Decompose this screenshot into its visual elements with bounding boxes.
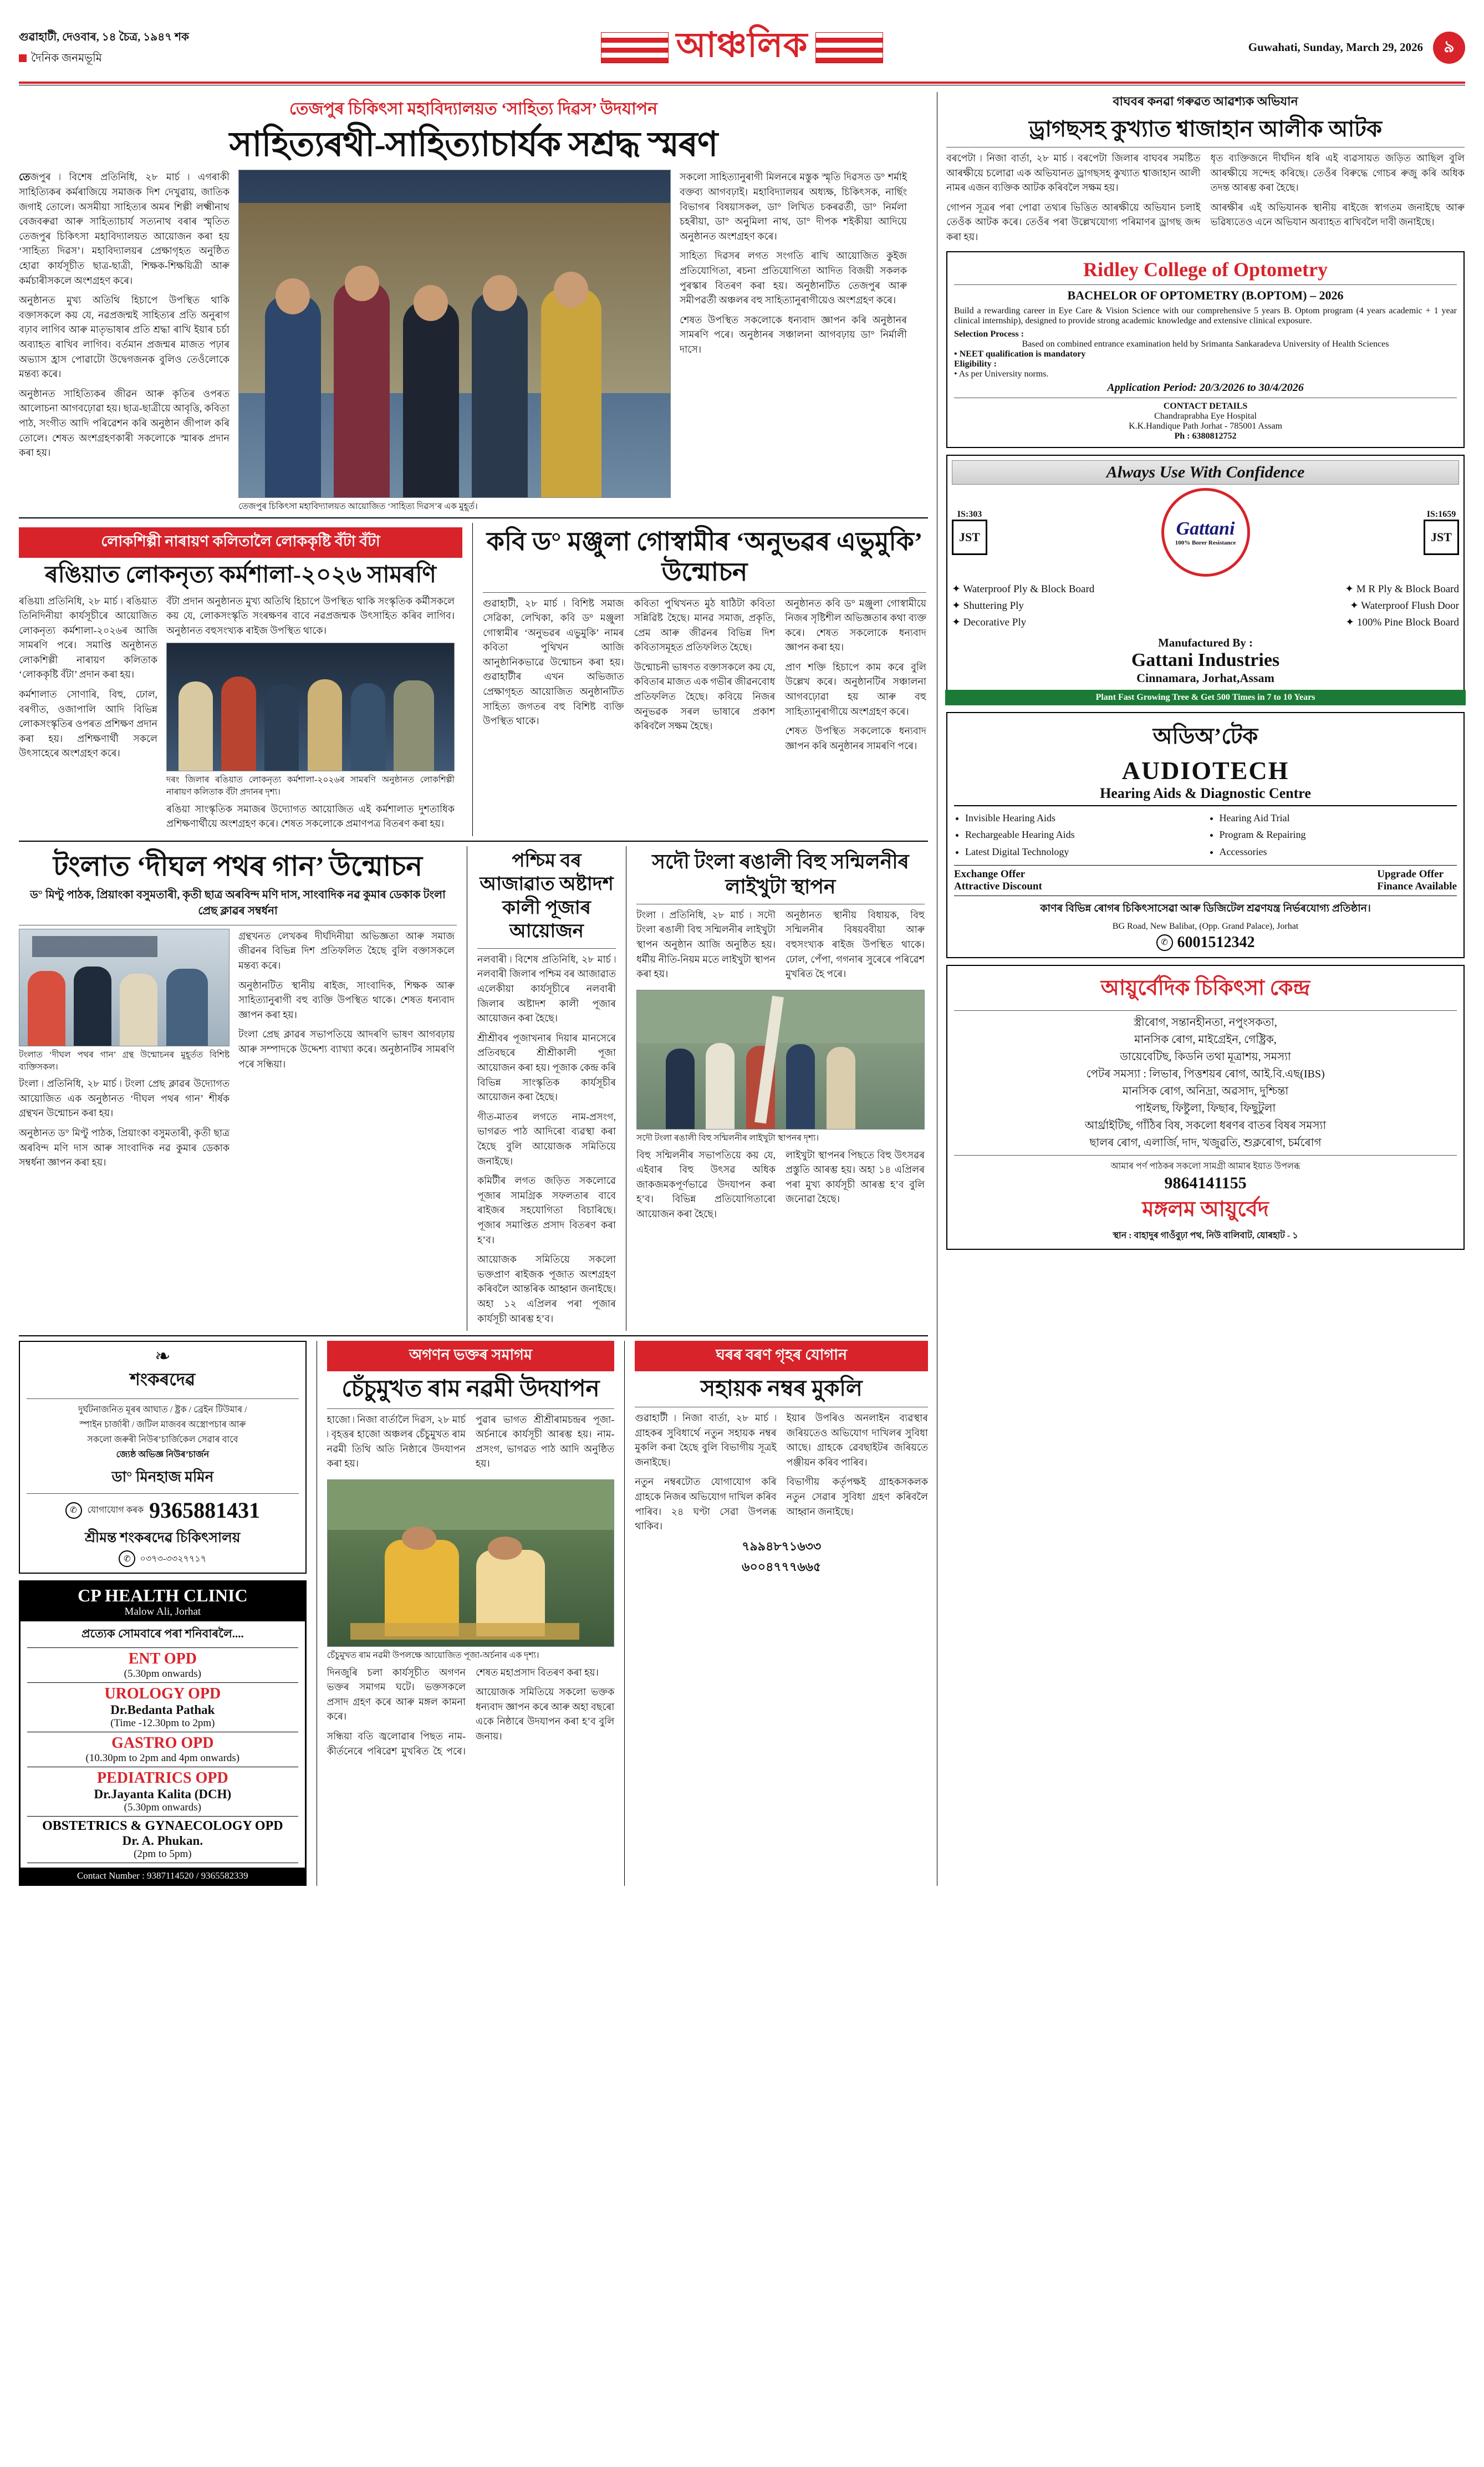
- ayurveda-line: ছালৰ ৰোগ, এলাৰ্জি, দাদ, খজুৱতি, শুক্লৰোগ, চৰ্মৰোগ: [1089, 1136, 1322, 1149]
- cp-dept: ENT OPD: [128, 1650, 197, 1668]
- tiger-headline: ড্ৰাগছসহ কুখ্যাত শ্বাজাহান আলীক আটক: [1029, 116, 1382, 141]
- phone-icon: ✆: [119, 1550, 135, 1567]
- lead-kicker: তেজপুৰ চিকিৎসা মহাবিদ্যালয়ত ‘সাহিত্য দিৱস’ উদযাপন: [289, 100, 658, 118]
- kali-headline: পশ্চিম বৰ আজাৱাত অষ্টাদশ কালী পূজাৰ আয়োজন: [480, 850, 614, 942]
- poet-story: [483, 523, 926, 836]
- folk-paragraph: কৰ্মশালাত সোণাৰি, বিহু, ঢোল, বৰগীত, ওজাপালি আদি বিভিন্ন লোকসংস্কৃতিৰ ওপৰত প্ৰশিক্ষণ প্ৰদান কৰা হয়। প্ৰশিক্ষণাৰ্থী সকলে উৎসাহেৰে অংশগ্ৰহণ কৰে।: [19, 689, 157, 759]
- lead-paragraph: সকলো সাহিত্যানুৰাগী মিলনৰে মস্তুক স্মৃতি দিৱসত ড° শৰ্মাই বক্তব্য আগবঢ়াই। মহাবিদ্যালয়ৰ অধ্যক্ষ, চিকিৎসক, নাৰ্ছিং বিভাগৰ বিষয়াসকল, ডা° লিখিত চকৰৱৰ্তী, ডা° নিৰ্মলা চহৰীয়া, ডা° অনুমিলা নাথ, ডা° দীপক শইকীয়া আদিয়ে অনুষ্ঠানত অংশগ্ৰহণ কৰে।: [680, 171, 907, 242]
- jst-badge-icon: JST: [952, 520, 987, 555]
- cp-dept: GASTRO OPD: [111, 1734, 214, 1752]
- cp-contact[interactable]: Contact Number : 9387114520 / 9365582339: [21, 1868, 305, 1884]
- section-divider: [19, 841, 928, 842]
- ridley-eligibility-label: Eligibility :: [954, 359, 997, 369]
- tangla-paragraph: অনুষ্ঠানটিত স্থানীয় ৰাইজ, সাংবাদিক, শিক্ষক আৰু সাহিত্যানুৰাগী বহু ব্যক্তি উপস্থিত থাকে। শেষত ধন্যবাদ জ্ঞাপন কৰা হয়।: [238, 979, 455, 1020]
- tiger-paragraph: বৰপেটা ৷ নিজা বাৰ্তা, ২৮ মাৰ্চ ৷ বৰপেটা জিলাৰ বাঘবৰ সমষ্টিত আৰক্ষীয়ে চলোৱা এক অভিযানত ড্ৰাগছসহ কুখ্যাত শ্বাজাহান আলী নামৰ এজন ব্যক্তিক আটক কৰিবলৈ সক্ষম হয়।: [946, 152, 1201, 194]
- cp-time: (5.30pm onwards): [124, 1668, 201, 1680]
- ridley-contact-label: CONTACT DETAILS: [1163, 401, 1248, 411]
- gattani-feature: ✦ 100% Pine Block Board: [1345, 617, 1459, 629]
- masthead-date-assamese: গুৱাহাটী, দেওবাৰ, ১৪ চৈত্ৰ, ১৯৪৭ শক: [19, 30, 189, 43]
- ayurveda-ad: [946, 965, 1465, 1250]
- tangla-paragraph: অনুষ্ঠানত ড° মিণ্টু পাঠক, প্ৰিয়াংকা বসুমতাৰী, কৃতী ছাত্ৰ অৰবিন্দ মণি দাস আৰু সাংবাদিক নৱ কুমাৰ ডেকাক সম্বৰ্ধনা জ্ঞাপন কৰা হয়।: [19, 1127, 230, 1168]
- audiotech-offer: Attractive Discount: [954, 880, 1042, 892]
- tangla-headline: টংলাত ‘দীঘল পথৰ গান’ উন্মোচন: [53, 850, 423, 882]
- cp-time: (2pm to 5pm): [134, 1848, 192, 1860]
- ayurveda-line: ডায়েবেটিছ, কিডনি তথা মূত্ৰাশয়, সমস্যা: [1120, 1050, 1291, 1063]
- ridley-blurb: Build a rewarding career in Eye Care & Vision Science with our comprehensive 5 years B. Optom program (4 years academic + 1 year clinical internship), designed to provide strong academic knowledge and extensive clinical exposure.: [954, 306, 1457, 325]
- sankardev-doctor: ডা° মিনহাজ মমিন: [111, 1469, 214, 1486]
- audiotech-offer: Upgrade Offer: [1377, 868, 1444, 880]
- gattani-banner: Always Use With Confidence: [952, 460, 1459, 485]
- masthead-left: [19, 28, 407, 67]
- audiotech-feature: • Invisible Hearing Aids: [965, 810, 1203, 827]
- tangla-paragraph: গ্ৰন্থখনত লেখকৰ দীৰ্ঘদিনীয়া অভিজ্ঞতা আৰু সমাজ জীৱনৰ বিভিন্ন দিশ প্ৰতিফলিত হৈছে বুলি বক্তাসকলে মন্তব্য কৰে।: [238, 930, 455, 971]
- gattani-iso-left: IS:303: [957, 509, 982, 519]
- gattani-feature: ✦ M R Ply & Block Board: [1345, 583, 1459, 595]
- sankardev-line: জ্যেষ্ঠ অভিজ্ঞ নিউৰ’চাৰ্জন: [116, 1450, 210, 1460]
- masthead-publication-name: দৈনিক জনমভূমি: [31, 52, 102, 64]
- ridley-eligibility-text: • As per University norms.: [954, 369, 1049, 379]
- poet-paragraph: উন্মোচনী ভাষণত বক্তাসকলে কয় যে, কবিতাৰ মাজত এক গভীৰ জীৱনবোধ প্ৰতিফলিত হৈছে। কবিয়ে নিজৰ অনুভৱক সৰল ভাষাৰে প্ৰকাশ কৰিবলৈ সক্ষম হৈছে।: [634, 661, 776, 732]
- sankardev-line: সকলো জৰুৰী নিউৰ’চাৰ্জিকেল সেৱাৰ বাবে: [87, 1435, 238, 1445]
- masthead-publication-line: [19, 49, 407, 67]
- audiotech-offer: Finance Available: [1377, 880, 1457, 892]
- kali-paragraph: নলবাৰী ৷ বিশেষ প্ৰতিনিধি, ২৮ মাৰ্চ ৷ নলবাৰী জিলাৰ পশ্চিম বৰ আজাৱাত এলেকীয়া কাৰ্যসূচীৰে নলবাৰী জিলাৰ অষ্টাদশ কালী পূজাৰ আয়োজন কৰা হৈছে।: [477, 953, 616, 1024]
- tangla-photo: [19, 929, 230, 1046]
- kali-paragraph: গীত-মাতৰ লগতে নাম-প্ৰসংগ, ভাগৱত পাঠ আদিৰো ব্যৱস্থা কৰা হৈছে বুলি আয়োজক সমিতিয়ে জনাইছে।: [477, 1111, 616, 1167]
- cp-dept: UROLOGY OPD: [104, 1685, 221, 1703]
- gattani-made-by: Manufactured By :: [1157, 635, 1253, 649]
- folk-story: [19, 523, 462, 836]
- tiger-story: [946, 92, 1465, 245]
- gattani-seal-sub: 100% Borer Resistance: [1175, 539, 1236, 546]
- ridley-contact-line: K.K.Handique Path Jorhat - 785001 Assam: [1129, 421, 1282, 431]
- ridley-application-period: Application Period: 20/3/2026 to 30/4/2026: [1107, 381, 1304, 394]
- lead-photo-caption: তেজপুৰ চিকিৎসা মহাবিদ্যালয়ত আয়োজিত ‘সাহিত্য দিৱস’ৰ এক মুহূৰ্ত।: [238, 502, 478, 512]
- sankardev-ad: [19, 1341, 307, 1574]
- poet-paragraph: কবিতা পুথিখনত মুঠ ষাঠিটা কবিতা সন্নিৱিষ্ট হৈছে। মানৱ সমাজ, প্ৰকৃতি, প্ৰেম আৰু জীৱনৰ বিভিন্ন দিশ কবিতাসমূহত প্ৰতিফলিত হৈছে।: [634, 597, 776, 653]
- ramnavami-paragraph: দিনজুৰি চলা কাৰ্যসূচীত অগণন ভক্তৰ সমাগম ঘটে। ভক্তসকলে প্ৰসাদ গ্ৰহণ কৰে আৰু মঙ্গল কামনা কৰে।: [327, 1666, 466, 1722]
- masthead-date-english: Guwahati, Sunday, March 29, 2026: [1248, 40, 1423, 54]
- cp-doctor: Dr.Bedanta Pathak: [110, 1703, 215, 1717]
- audiotech-feature: • Accessories: [1220, 843, 1457, 861]
- audiotech-feature: • Program & Repairing: [1220, 826, 1457, 843]
- square-bullet-icon: [19, 54, 27, 62]
- tangla-paragraph: টংলা প্ৰেছ ক্লাৱৰ সভাপতিয়ে আদৰণি ভাষণ আগবঢ়ায় আৰু সম্পাদকে উদ্দেশ্য ব্যাখ্যা কৰে। অনুষ্ঠানটিৰ সামৰণি পৰে সন্ধিয়া।: [238, 1029, 455, 1070]
- ayurveda-brand: মঙ্গলম আয়ুৰ্বেদ: [1142, 1197, 1269, 1221]
- phone-icon: ✆: [1156, 934, 1173, 951]
- lead-paragraph: অনুষ্ঠানত সাহিত্যিকৰ জীৱন আৰু কৃতিৰ ওপৰত আলোচনা আগবঢ়োৱা হয়। ছাত্ৰ-ছাত্ৰীয়ে আবৃত্তি, কবিতা পাঠ, সংগীত আদি পৰিৱেশন কৰি অনুষ্ঠান জীপাল কৰি তোলে। শেষত অংশগ্ৰহণকাৰী সকলোকে স্মাৰক প্ৰদান কৰা হয়।: [19, 388, 230, 459]
- lead-paragraph: তেজপুৰ ৷ বিশেষ প্ৰতিনিধি, ২৮ মাৰ্চ ৷ এগৰাকী সাহিত্যিকৰ কৰ্মৰাজিয়ে সমাজক দিশ দেখুৱায়, জাতিক জগাই তোলে। অসমীয়া সাহিত্যৰ অমৰ শিল্পী লক্ষ্মীনাথ বেজবৰুৱা আৰু সাহিত্যাচাৰ্য সত্যনাথ বৰাৰ স্মৃতিত তেজপুৰ চিকিৎসা মহাবিদ্যালয়ত আয়োজন কৰা হয় ‘সাহিত্য দিৱস’। মহাবিদ্যালয়ৰ প্ৰেক্ষাগৃহত অনুষ্ঠিত হোৱা কাৰ্যসূচীত ছাত্ৰ-ছাত্ৰী, শিক্ষক-শিক্ষয়িত্ৰী আৰু কৰ্মচাৰীসকলে অংশগ্ৰহণ কৰে।: [19, 171, 230, 286]
- audiotech-subtitle: Hearing Aids & Diagnostic Centre: [954, 785, 1457, 806]
- cp-dept: PEDIATRICS OPD: [96, 1769, 228, 1787]
- right-rail: [946, 92, 1465, 1886]
- ridley-selection-label: Selection Process :: [954, 329, 1024, 339]
- section-divider: [19, 1335, 928, 1336]
- rule: [327, 1408, 615, 1409]
- audiotech-offer: Exchange Offer: [954, 868, 1026, 880]
- folk-photo: [166, 643, 455, 771]
- tiger-kicker: বাঘবৰ কনৱা গৰুৱত আৱশ্যক অভিযান: [1113, 94, 1298, 108]
- lead-paragraph: অনুষ্ঠানত মুখ্য অতিথি হিচাপে উপস্থিত থাকি বক্তাসকলে কয় যে, নৱপ্ৰজন্মই সাহিত্যৰ প্ৰতি অনুৰাগ বঢ়াব লাগিব আৰু মাতৃভাষাৰ প্ৰতি শ্ৰদ্ধা ৰাখি ইয়াৰ চৰ্চা অব্যাহত ৰাখিব লাগিব। বৰ্তমান প্ৰজন্মৰ মাজত পঢ়াৰ অভ্যাস হ্ৰাস পোৱাটো উদ্বেগজনক বুলিও তেওঁলোকে মন্তব্য কৰে।: [19, 294, 230, 380]
- audiotech-name: AUDIOTECH: [1121, 756, 1289, 785]
- lead-paragraph: সাহিত্য দিৱসৰ লগত সংগতি ৰাখি আয়োজিত কুইজ প্ৰতিযোগিতা, ৰচনা প্ৰতিযোগিতা আদিত বিজয়ী সকলক পুৰস্কাৰ বিতৰণ কৰা হয়। অনুষ্ঠানটিত তেজপুৰ আৰু সমীপৱৰ্তী অঞ্চলৰ বহু সাহিত্যানুৰাগীয়েও অংশগ্ৰহণ কৰে।: [680, 250, 907, 306]
- ayurveda-line: স্ত্ৰীৰোগ, সন্তানহীনতা, নপুংসকতা,: [1134, 1016, 1277, 1029]
- sankardev-hospital: শ্ৰীমন্ত শংকৰদেৱ চিকিৎসালয়: [85, 1530, 241, 1546]
- gattani-brand: Gattani Industries: [1131, 649, 1280, 670]
- ridley-contact-phone[interactable]: Ph : 6380812752: [1174, 431, 1237, 441]
- ayurveda-line: পাইলছ, ফিষ্টুলা, ফিছাৰ, ফিছুটুলা: [1135, 1102, 1276, 1115]
- cp-doctor: Dr.Jayanta Kalita (DCH): [94, 1787, 232, 1802]
- tangla-subhead: ড° মিণ্টু পাঠক, প্ৰিয়াংকা বসুমতাৰী, কৃতী ছাত্ৰ অৰবিন্দ মণি দাস, সাংবাদিক নৱ কুমাৰ ডেকাক টংলা প্ৰেছ ক্লাৱৰ সম্বৰ্ধনা: [30, 888, 446, 917]
- folk-paragraph: ৰঙিয়া সাংস্কৃতিক সমাজৰ উদ্যোগত আয়োজিত এই কৰ্মশালাত দুশতাধিক প্ৰশিক্ষণাৰ্থীয়ে অংশগ্ৰহণ কৰে। শেষত সকলোকে প্ৰমাণপত্ৰ বিতৰণ কৰা হয়।: [166, 803, 455, 830]
- customer-paragraph: ইয়াৰ উপৰিও অনলাইন ব্যৱস্থাৰ জৰিয়তেও অভিযোগ দাখিলৰ সুবিধা আছে। গ্ৰাহকে ৱেবছাইটৰ জৰিয়তে পঞ্জীয়ন কৰিব পাৰিব।: [786, 1412, 928, 1468]
- folk-photo-caption: দৰং জিলাৰ ৰঙিয়াত লোকনৃত্য কৰ্মশালা-২০২৬ৰ সামৰণি অনুষ্ঠানত লোকশিল্পী নাৰায়ণ কলিতাক বঁটা প্ৰদানৰ দৃশ্য।: [166, 775, 455, 797]
- customer-phone[interactable]: ৬০০৪৭৭৭৬৬৫: [742, 1559, 822, 1574]
- audiotech-ad: [946, 712, 1465, 958]
- ramnavami-paragraph: সন্ধিয়া বতি জ্বলোৱাৰ পিছত নাম-কীৰ্তনেৰে পৰিৱেশ মুখৰিত হৈ পৰে। শেষত মহাপ্ৰসাদ বিতৰণ কৰা হয়।: [327, 1666, 599, 1757]
- folk-redbar: লোকশিল্পী নাৰায়ণ কলিতালৈ লোককৃষ্টি বঁটা বঁটা: [19, 527, 462, 558]
- cp-doctor: Dr. A. Phukan.: [122, 1834, 203, 1848]
- ramnavami-headline: চেঁচুমুখত ৰাম নৱমী উদযাপন: [341, 1376, 600, 1402]
- cp-header: [21, 1582, 305, 1621]
- ayurveda-line: আৰ্থ্ৰাইটিছ, গাঁঠিৰ বিষ, সকলো ধৰণৰ বাতৰ বিষৰ সমস্যা: [1084, 1119, 1327, 1132]
- ayurveda-phone[interactable]: 9864141155: [1164, 1173, 1247, 1192]
- rule: [27, 1398, 299, 1399]
- rule: [27, 1493, 299, 1494]
- ramnavami-paragraph: আয়োজক সমিতিয়ে সকলো ভক্তক ধন্যবাদ জ্ঞাপন কৰে আৰু অহা বছৰো একে নিষ্ঠাৰে উদযাপন কৰা হ’ব বুলি জনায়।: [476, 1686, 615, 1742]
- ayurveda-line: মানসিক ৰোগ, অনিদ্ৰা, অৱসাদ, দুশ্চিন্তা: [1122, 1085, 1289, 1097]
- masthead: [19, 16, 1465, 82]
- gattani-seal-name: Gattani: [1176, 518, 1235, 539]
- section-divider: [19, 517, 928, 518]
- customer-redbar: ঘৰৰ বৰণ গৃহৰ যোগান: [635, 1341, 928, 1371]
- rule: [954, 284, 1457, 285]
- poet-paragraph: প্ৰাণ শক্তি হিচাপে কাম কৰে বুলি উল্লেখ কৰে। অনুষ্ঠানটিৰ সঞ্চালনা আগবঢ়োৱা হয় আৰু বহু সাহিত্যানুৰাগীয়ে অংশগ্ৰহণ কৰে।: [785, 661, 926, 717]
- ridley-neet-note: • NEET qualification is mandatory: [954, 349, 1086, 359]
- cp-title: CP HEALTH CLINIC: [78, 1585, 248, 1606]
- cp-opd-row: [27, 1683, 298, 1732]
- audiotech-feature: • Hearing Aid Trial: [1220, 810, 1457, 827]
- folk-paragraph: বঁটা প্ৰদান অনুষ্ঠানত মুখ্য অতিথি হিচাপে উপস্থিত থাকি সংস্কৃতিক কৰ্মীসকলে কয় যে, লোকসংস্কৃতি সংৰক্ষণৰ বাবে নৱপ্ৰজন্মক উৎসাহিত কৰিব লাগিব। অনুষ্ঠানত বহুসংখ্যক ৰাইজ উপস্থিত থাকে।: [166, 595, 455, 636]
- cp-subtitle: Malow Ali, Jorhat: [124, 1606, 201, 1618]
- masthead-title: আঞ্চলিক: [676, 27, 808, 64]
- ridley-contact-line: Chandraprabha Eye Hospital: [1154, 411, 1257, 421]
- customer-paragraph: গুৱাহাটী ৷ নিজা বাৰ্তা, ২৮ মাৰ্চ ৷ গ্ৰাহকৰ সুবিধাৰ্থে নতুন সহায়ক নম্বৰ মুকলি কৰা হৈছে বুলি বিভাগীয় সূত্ৰই জনাইছে।: [635, 1412, 777, 1468]
- cp-opd-row: [27, 1817, 298, 1863]
- ramnavami-paragraph: হাজো ৷ নিজা বাৰ্তালৈ দিৱস, ২৮ মাৰ্চ ৷ বৃহত্তৰ হাজো অঞ্চলৰ চেঁচুমুখত ৰাম নৱমী তিথি অতি নিষ্ঠাৰে উদযাপন কৰা হয়।: [327, 1413, 466, 1469]
- customer-headline: সহায়ক নম্বৰ মুকলি: [700, 1376, 863, 1401]
- rule: [954, 1155, 1457, 1156]
- rule: [477, 948, 616, 949]
- masthead-right: [1077, 32, 1465, 64]
- gattani-footer: Plant Fast Growing Tree & Get 500 Times in 7 to 10 Years: [945, 690, 1466, 705]
- sankardev-line: দুৰ্ঘটনাজনিত মূৰৰ আঘাত / ষ্ট্ৰক / ব্ৰেইন টিউমাৰ /: [78, 1405, 247, 1415]
- tiger-paragraph: আৰক্ষীৰ এই অভিযানক স্থানীয় ৰাইজে স্বাগতম জনাইছে আৰু ভৱিষ্যতেও এনে অভিযান অব্যাহত ৰাখিবলৈ দাবী জনাইছে।: [1210, 201, 1465, 228]
- ramnavami-photo-caption: চেঁচুমুখত ৰাম নৱমী উপলক্ষে আয়োজিত পূজা-অৰ্চনাৰ এক দৃশ্য।: [327, 1650, 539, 1660]
- audiotech-feature-list-right: [1208, 810, 1457, 861]
- bihu-story: [636, 846, 925, 1331]
- column-divider: [472, 523, 473, 836]
- left-ad-stack: [19, 1341, 307, 1886]
- gattani-feature: ✦ Waterproof Ply & Block Board: [952, 583, 1095, 595]
- masthead-logo: [407, 19, 1077, 76]
- lead-headline: সাহিত্যৰথী-সাহিত্যাচার্যক সশ্ৰদ্ধ স্মৰণ: [229, 126, 718, 164]
- bihu-paragraph: বিহু সন্মিলনীৰ সভাপতিয়ে কয় যে, এইবাৰ বিহু উৎসৱ অধিক জাকজমকপূৰ্ণভাৱে উদযাপন কৰা হ’ব। বিভিন্ন প্ৰতিযোগিতাৰো আয়োজন কৰা হৈছে।: [636, 1149, 776, 1219]
- kali-paragraph: আয়োজক সমিতিয়ে সকলো ভক্তপ্ৰাণ ৰাইজক পূজাত অংশগ্ৰহণ কৰিবলৈ আন্তৰিক আহ্বান জনাইছে। অহা ১২ এপ্ৰিলৰ পৰা পূজাৰ কাৰ্যসূচী আৰম্ভ হ’ব।: [477, 1254, 616, 1324]
- tangla-paragraph: টংলা ৷ প্ৰতিনিধি, ২৮ মাৰ্চ ৷ টংলা প্ৰেছ ক্লাৱৰ উদ্যোগত আয়োজিত এক অনুষ্ঠানত ‘দীঘল পথৰ গান’ শীৰ্ষক গ্ৰন্থখন উন্মোচন কৰা হয়।: [19, 1078, 230, 1119]
- ayurveda-line: পেটৰ সমস্যা : লিভাৰ, পিত্তশয়ৰ ৰোগ, আই.বি.এছ(IBS): [1086, 1067, 1325, 1080]
- column-divider: [624, 1341, 625, 1886]
- bihu-paragraph: লাইখুটা স্থাপনৰ পিছতে বিহু উৎসৱৰ প্ৰস্তুতি আৰম্ভ হয়। অহা ১৪ এপ্ৰিলৰ পৰা মুখ্য কাৰ্যসূচী আৰম্ভ হ’ব বুলি জনোৱা হৈছে।: [786, 1149, 925, 1205]
- ramnavami-story: [327, 1341, 615, 1886]
- flag-icon: [815, 32, 883, 63]
- gattani-iso-right: IS:1659: [1426, 509, 1456, 519]
- jst-badge-icon: JST: [1424, 520, 1459, 555]
- tangla-story: [19, 846, 457, 1331]
- page-number-badge: ৯: [1433, 32, 1465, 64]
- audiotech-assamese-line: কাণৰ বিভিন্ন ৰোগৰ চিকিৎসাসেৱা আৰু ডিজিটেল শ্ৰৱণযন্ত্ৰ নিৰ্ভৰযোগ্য প্ৰতিষ্ঠান।: [1040, 902, 1371, 914]
- tiger-paragraph: গোপন সূত্ৰৰ পৰা পোৱা তথ্যৰ ভিত্তিত আৰক্ষীয়ে অভিযান চলাই তেওঁক আটক কৰে। তেওঁৰ পৰা উল্লেখযোগ্য পৰিমাণৰ ড্ৰাগছ জব্দ কৰা হয়।: [946, 201, 1201, 242]
- kali-story: [477, 846, 616, 1331]
- cp-opd-row: [27, 1648, 298, 1683]
- cp-banner: প্ৰত্যেক সোমবাৰে পৰা শনিবাৰলৈ....: [27, 1621, 298, 1648]
- poet-paragraph: গুৱাহাটী, ২৮ মাৰ্চ ৷ বিশিষ্ট সমাজ সেৱিকা, লেখিকা, কবি ড° মঞ্জুলা গোস্বামীৰ ‘অনুভৱৰ এভুমুকি’ নামৰ কবিতা পুথিখন আজি আনুষ্ঠানিকভাৱে উন্মোচন কৰা হয়। গুৱাহাটীৰ এখন অভিজাত প্ৰেক্ষাগৃহত আয়োজিত অনুষ্ঠানটিত সাহিত্য জগতৰ বহু বিশিষ্ট ব্যক্তি উপস্থিত থাকে।: [483, 597, 624, 727]
- audiotech-feature-list-left: [954, 810, 1203, 861]
- ramnavami-redbar: অগণন ভক্তৰ সমাগম: [327, 1341, 615, 1371]
- page-body: [19, 92, 1465, 1886]
- poet-paragraph: অনুষ্ঠানত কবি ড° মঞ্জুলা গোস্বামীয়ে নিজৰ সৃষ্টিশীল অভিজ্ঞতাৰ কথা ব্যক্ত কৰে। শেষত সকলোকে ধন্যবাদ জ্ঞাপন কৰা হয়।: [785, 597, 926, 653]
- ridley-selection-text: Based on combined entrance examination held by Srimanta Sankaradeva University of Health Sciences: [1022, 339, 1389, 349]
- ridley-ad: [946, 251, 1465, 448]
- rule: [954, 1010, 1457, 1011]
- bihu-paragraph: অনুষ্ঠানত স্থানীয় বিধায়ক, বিহু সন্মিলনীৰ বিষয়ববীয়া আৰু বহুসংখ্যক ৰাইজ উপস্থিত থাকে। ঢোল, পেঁপা, গগনাৰ সুৰেৰে পৰিৱেশ মুখৰিত হৈ পৰে।: [786, 909, 925, 980]
- gattani-address: Cinnamara, Jorhat,Assam: [1136, 670, 1274, 685]
- poet-headline: কবি ড° মঞ্জুলা গোস্বামীৰ ‘অনুভৱৰ এভুমুকি’ উন্মোচন: [486, 527, 923, 587]
- ramnavami-paragraph: পুৱাৰ ভাগত শ্ৰীশ্ৰীৰামচন্দ্ৰৰ পূজা-অৰ্চনাৰে কাৰ্যসূচী আৰম্ভ হয়। নাম-প্ৰসংগ, ভাগৱত পাঠ আদি অনুষ্ঠিত হয়।: [476, 1413, 615, 1469]
- sankardev-phone[interactable]: 9365881431: [149, 1498, 261, 1523]
- ayurveda-line: মানসিক ৰোগ, মাইগ্ৰেইন, গেষ্ট্ৰিক,: [1134, 1033, 1277, 1046]
- audiotech-feature: • Latest Digital Technology: [965, 843, 1203, 861]
- kali-paragraph: শ্ৰীশ্ৰীবৰ পূজাখনাৰ দিয়াৰ মানসেৰে প্ৰতিবছৰে শ্ৰীশ্ৰীকালী পূজা আয়োজন কৰা হয়। পূজাক কেন্দ্ৰ কৰি বিভিন্ন সাংস্কৃতিক কাৰ্যসূচীৰ আয়োজন কৰা হৈছে।: [477, 1032, 616, 1103]
- lead-story: [19, 95, 928, 513]
- customer-paragraph: নতুন নম্বৰটোত যোগাযোগ কৰি গ্ৰাহকে নিজৰ অভিযোগ দাখিল কৰিব পাৰিব। ২৪ ঘণ্টা সেৱা উপলব্ধ থাকিব।: [635, 1476, 777, 1532]
- bihu-photo-caption: সদৌ টংলা ৰঙালী বিহু সন্মিলনীৰ লাইখুটা স্থাপনৰ দৃশ্য।: [636, 1133, 819, 1143]
- tiger-paragraph: ধৃত ব্যক্তিজনে দীৰ্ঘদিন ধৰি এই ব্যৱসায়ত জড়িত আছিল বুলি আৰক্ষীয়ে সন্দেহ কৰিছে। তেওঁৰ বিৰুদ্ধে গোচৰ ৰুজু কৰি অধিক তদন্ত আৰম্ভ কৰা হৈছে।: [1210, 152, 1465, 194]
- phone-icon: ✆: [65, 1502, 82, 1519]
- ayurveda-note: আমাৰ পৰ্ণ পাঠকৰ সকলো সামগ্ৰী আমাৰ ইয়াত উপলব্ধ: [1110, 1161, 1301, 1171]
- bihu-photo: [636, 990, 925, 1130]
- gattani-feature: ✦ Shuttering Ply: [952, 599, 1024, 612]
- cp-health-clinic-ad: [19, 1580, 307, 1886]
- ayurveda-address: স্থান : বাহাদুৰ গাওঁবুঢ়া পথ, নিউ বালিবাট, যোৰহাট - ১: [1113, 1230, 1298, 1240]
- customer-story: [635, 1341, 928, 1886]
- lead-paragraph: শেষত উপস্থিত সকলোকে ধন্যবাদ জ্ঞাপন কৰি অনুষ্ঠানৰ সামৰণি পৰে। অনুষ্ঠানৰ সঞ্চালনা আগবঢ়ায় ডা° নিৰ্মালী দাসে।: [680, 314, 907, 355]
- kali-paragraph: কমিটীৰ লগত জড়িত সকলোৱে পূজাৰ সামগ্ৰিক সফলতাৰ বাবে ৰাইজৰ সহযোগিতা বিচাৰিছে। পূজাৰ সমাপ্তিত প্ৰসাদ বিতৰণ কৰা হ’ব।: [477, 1175, 616, 1245]
- audiotech-address: BG Road, New Balibat, (Opp. Grand Palace), Jorhat: [1112, 921, 1299, 931]
- gattani-ad: [946, 455, 1465, 705]
- cp-time: (5.30pm onwards): [124, 1802, 201, 1814]
- ramnavami-photo: [327, 1479, 615, 1647]
- news-column: [19, 92, 928, 1886]
- ayurveda-title: আয়ুৰ্বেদিক চিকিৎসা কেন্দ্ৰ: [1100, 976, 1310, 1000]
- cp-opd-row: [27, 1732, 298, 1767]
- folk-headline: ৰঙিয়াত লোকনৃত্য কৰ্মশালা-২০২৬ সামৰণি: [45, 562, 436, 588]
- masthead-divider: [19, 82, 1465, 84]
- cp-opd-row: [27, 1767, 298, 1817]
- sankardev-line: স্পাইন চাৰ্জাৰী / জটিল মাজবৰ অস্ত্ৰোপচাৰ আৰু: [79, 1420, 246, 1430]
- folk-paragraph: ৰঙিয়া৷ প্ৰতিনিধি, ২৮ মাৰ্চ ৷ ৰঙিয়াত তিনিদিনীয়া কাৰ্যসূচীৰে আয়োজিত লোকনৃত্য কৰ্মশালা-২০২৬ৰ আজি সামৰণি পৰে। সমাপ্তি অনুষ্ঠানত লোকশিল্পী নাৰায়ণ কলিতাক ‘লোককৃষ্টি বঁটা’ প্ৰদান কৰা হয়।: [19, 595, 157, 680]
- lotus-icon: ❧: [155, 1346, 171, 1367]
- tangla-photo-caption: টংলাত ‘দীঘল পথৰ গান’ গ্ৰন্থ উন্মোচনৰ মুহূৰ্তত বিশিষ্ট ব্যক্তিসকল।: [19, 1050, 230, 1072]
- sankardev-hospital-phone[interactable]: ০৩৭৩-৩৩২৭৭১৭: [140, 1554, 207, 1564]
- bihu-paragraph: টংলা ৷ প্ৰতিনিধি, ২৮ মাৰ্চ ৷ সদৌ টংলা ৰঙালী বিহু সন্মিলনীৰ লাইখুটা স্থাপন অনুষ্ঠান আজি অনুষ্ঠিত হয়। ধৰ্মীয় নীতি-নিয়ম মতে লাইখুটা স্থাপন কৰা হয়।: [636, 909, 776, 980]
- flag-icon: [601, 32, 669, 63]
- gattani-seal: [1161, 488, 1250, 577]
- sankardev-title: শংকৰদেৱ: [130, 1370, 196, 1390]
- gattani-feature: ✦ Waterproof Flush Door: [1349, 599, 1459, 612]
- ridley-course: BACHELOR OF OPTOMETRY (B.OPTOM) – 2026: [1067, 288, 1344, 302]
- bihu-headline: সদৌ টংলা ৰঙালী বিহু সন্মিলনীৰ লাইখুটা স্থাপন: [652, 850, 909, 898]
- poet-paragraph: শেষত উপস্থিত সকলোকে ধন্যবাদ জ্ঞাপন কৰি অনুষ্ঠানৰ সামৰণি পৰে।: [785, 725, 926, 751]
- cp-time: (10.30pm to 2pm and 4pm onwards): [85, 1752, 240, 1764]
- rule: [483, 592, 926, 593]
- gattani-feature: ✦ Decorative Ply: [952, 617, 1027, 629]
- sankardev-contact-label: যোগাযোগ কৰক: [87, 1505, 144, 1515]
- customer-phone[interactable]: ৭৯৯৪৮৭১৬৩৩: [742, 1539, 822, 1553]
- audiotech-phone[interactable]: 6001512342: [1177, 933, 1255, 951]
- cp-dept: OBSTETRICS & GYNAECOLOGY OPD: [42, 1819, 283, 1834]
- lead-photo: [238, 170, 671, 498]
- customer-paragraph: বিভাগীয় কৰ্তৃপক্ষই গ্ৰাহকসকলক নতুন সেৱাৰ সুবিধা গ্ৰহণ কৰিবলৈ আহ্বান জনাইছে।: [786, 1476, 928, 1517]
- audiotech-name-assamese: অডিঅ’টেক: [1152, 723, 1258, 749]
- ridley-title: Ridley College of Optometry: [1083, 258, 1328, 281]
- audiotech-feature: • Rechargeable Hearing Aids: [965, 826, 1203, 843]
- cp-time: (Time -12.30pm to 2pm): [110, 1717, 215, 1730]
